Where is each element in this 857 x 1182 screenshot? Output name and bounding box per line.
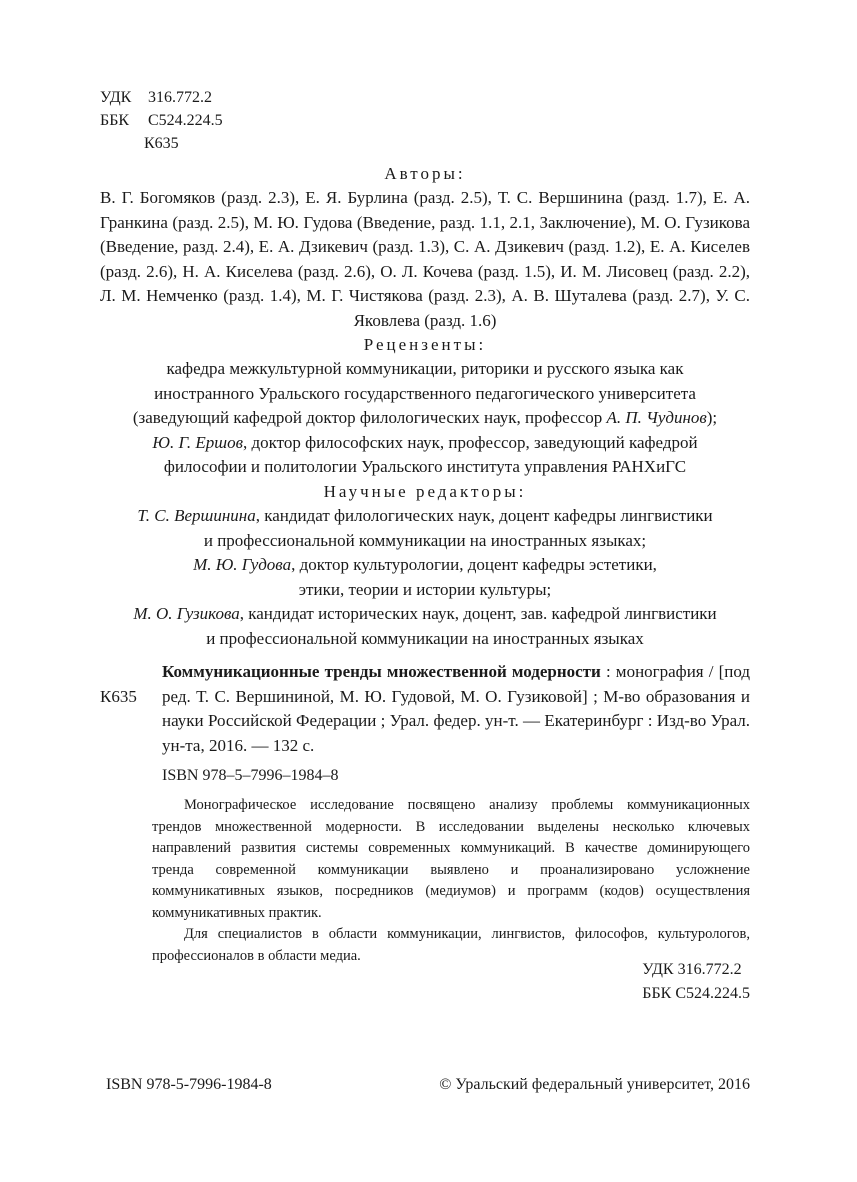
abstract-paragraph: Монографическое исследование посвящено анализу проблемы коммуникационных трендов множественной модерности. В исследовании выделены несколько ключевых направлений развития системы современных коммуникаций. В качестве доминирующего тренда современной коммуникации выявлено и проанализировано усложнение коммуникативных языков, посредников (медиумов) и программ (кодов) осуществления коммуникативных практик. xyxy=(152,797,750,921)
book-title: Коммуникационные тренды множественной модерности xyxy=(162,662,601,681)
udk-label: УДК xyxy=(100,89,132,106)
editor-text: , доктор культурологии, доцент кафедры эстетики, xyxy=(291,555,657,574)
reviewer-text: (заведующий кафедрой доктор филологических наук, профессор xyxy=(132,408,607,427)
bibliographic-record xyxy=(100,660,751,784)
abstract-bbk: ББК С524.224.5 xyxy=(642,985,750,1002)
abstract-udk: УДК 316.772.2 xyxy=(642,961,742,978)
editor-line: этики, теории и истории культуры; xyxy=(298,579,552,599)
editor-name: М. О. Гузикова xyxy=(133,604,240,623)
footer-copyright: © Уральский федеральный университет, 2016 xyxy=(439,1076,750,1093)
editor-text: , кандидат исторических наук, доцент, зав. кафедрой лингвистики xyxy=(239,604,717,623)
reviewer-text: ); xyxy=(706,408,718,427)
reviewer-name: А. П. Чудинов xyxy=(606,408,707,427)
reviewers-title: Рецензенты: xyxy=(363,335,487,354)
authors-title: Авторы: xyxy=(384,164,466,183)
editor-line xyxy=(100,602,750,627)
biblio-isbn: ISBN 978–5–7996–1984–8 xyxy=(162,767,339,784)
biblio-description xyxy=(162,660,750,758)
reviewer-line xyxy=(100,406,750,431)
editors-title: Научные редакторы: xyxy=(323,482,527,501)
bbk-label: ББК xyxy=(100,112,130,129)
udk-value: 316.772.2 xyxy=(148,89,212,106)
reviewer-line xyxy=(100,431,750,456)
editor-line xyxy=(100,504,750,529)
bbk-row xyxy=(100,109,223,132)
footer-isbn: ISBN 978-5-7996-1984-8 xyxy=(106,1076,272,1093)
reviewer-text: , доктор философских наук, профессор, заведующий кафедрой xyxy=(242,432,698,452)
editor-line: и профессиональной коммуникации на иностранных языках; xyxy=(203,530,647,550)
editor-text: , кандидат филологических наук, доцент кафедры лингвистики xyxy=(255,506,713,525)
authors-list: В. Г. Богомяков (разд. 2.3), Е. Я. Бурлина (разд. 2.5), Т. С. Вершинина (разд. 1.7), Е. А. Гранкина (разд. 2.5), М. Ю. Гудова (Введение, разд. 1.1, 2.1, Заключение), М. О. Гузикова (Введение, разд. 2.4), Е. А. Дзикевич (разд. 1.3), С. А. Дзикевич (разд. 1.2), Е. А. Киселев (разд. 2.6), Н. А. Киселева (разд. 2.6), О. Л. Кочева (разд. 1.5), И. М. Лисовец (разд. 2.2), Л. М. Немченко (разд. 1.4), М. Г. Чистякова (разд. 2.3), А. В. Шуталева (разд. 2.7), У. С. Яковлева (разд. 1.6) xyxy=(100,188,750,330)
editor-line: и профессиональной коммуникации на иностранных языках xyxy=(206,628,644,648)
classification-codes xyxy=(100,86,223,155)
abstract-codes xyxy=(642,958,750,1006)
bbk-value: С524.224.5 xyxy=(148,112,223,129)
biblio-author-mark: К635 xyxy=(100,686,137,706)
editors-section xyxy=(100,480,750,651)
reviewers-section xyxy=(100,333,750,480)
reviewer-line: кафедра межкультурной коммуникации, риторики и русского языка как xyxy=(166,359,684,378)
biblio-details: : монография / [под ред. Т. С. Вершининой, М. Ю. Гудовой, М. О. Гузиковой] ; М-во образования и науки Российской Федерации ; Урал. федер. ун-т. — Екатеринбург : Изд-во Урал. ун-та, 2016. — 132 с. xyxy=(162,662,751,755)
udk-row xyxy=(100,86,223,109)
reviewer-line: иностранного Уральского государственного педагогического университета xyxy=(154,383,696,403)
reviewer-line: философии и политологии Уральского института управления РАНХиГС xyxy=(163,457,687,476)
editor-line xyxy=(100,553,750,578)
audience-paragraph: Для специалистов в области коммуникации, лингвистов, философов, культурологов, профессионалов в области медиа. xyxy=(152,926,750,964)
editor-name: Т. С. Вершинина xyxy=(137,506,256,525)
reviewer-name: Ю. Г. Ершов xyxy=(152,432,243,452)
author-mark: К635 xyxy=(144,135,179,152)
editor-name: М. Ю. Гудова xyxy=(193,555,292,574)
abstract xyxy=(152,795,750,967)
authors-section xyxy=(100,162,750,333)
